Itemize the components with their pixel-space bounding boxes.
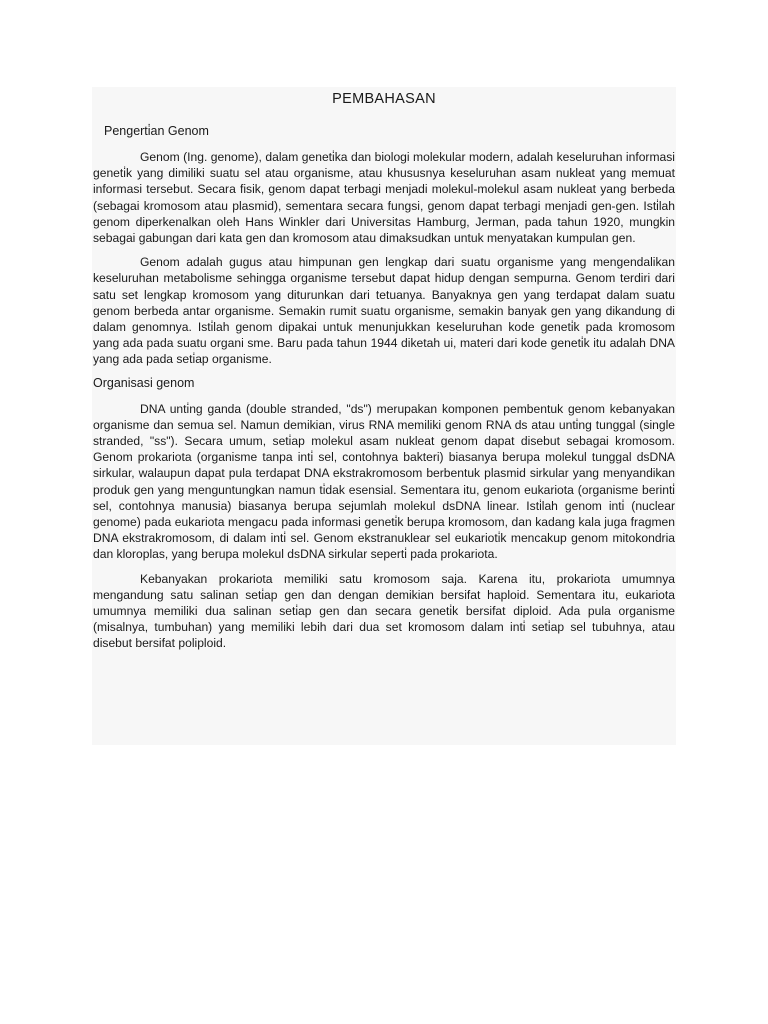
document-page bbox=[92, 87, 676, 745]
paragraph: Genom (Ing. genome), dalam geneti̇ka dan biologi molekular modern, adalah keseluruhan informasi geneti̇k yang dimiliki suatu sel atau organisme, atau khususnya keseluruhan asam nukleat yang memuat informasi tersebut. Secara fisik, genom dapat terbagi menjadi molekul-molekul asam nukleat yang berbeda (sebagai kromosom atau plasmid), sementara secara fungsi, genom dapat terbagi menjadi gen-gen. Isti̇lah genom diperkenalkan oleh Hans Winkler dari Universitas Hamburg, Jerman, pada tahun 1920, mungkin sebagai gabungan dari kata gen dan kromosom atau dimaksudkan untuk menyatakan kumpulan gen. bbox=[93, 150, 675, 246]
paragraph: Genom adalah gugus atau himpunan gen lengkap dari suatu organisme yang mengendalikan keseluruhan metabolisme sehingga organisme tersebut dapat hidup dengan sempurna. Genom terdiri dari satu set lengkap kromosom yang diturunkan dari tetuanya. Banyaknya gen yang terdapat dalam suatu genom berbeda antar organisme. Semakin rumit suatu organisme, semakin banyak gen yang dikandung di dalam genomnya. Isti̇lah genom dipakai untuk menunjukkan keseluruhan kode geneti̇k pada kromosom yang ada pada suatu organi sme. Baru pada tahun 1944 diketah ui, materi dari kode geneti̇k itu adalah DNA yang ada pada seti̇ap organisme. bbox=[93, 255, 675, 367]
paragraph: DNA unti̇ng ganda (double stranded, "ds") merupakan komponen pembentuk genom kebanyakan organisme dan semua sel. Namun demikian, virus RNA memiliki genom RNA ds atau unti̇ng tunggal (single stranded, "ss"). Secara umum, seti̇ap molekul asam nukleat genom dapat disebut sebagai kromosom. Genom prokariota (organisme tanpa inti̇ sel, contohnya bakteri) biasanya berupa molekul tunggal dsDNA sirkular, walaupun dapat pula terdapat DNA ekstrakromosom berbentuk plasmid sirkular yang menyandikan produk gen yang menguntungkan namun ti̇dak esensial. Sementara itu, genom eukariota (organisme berinti̇ sel, contohnya manusia) biasanya berupa sejumlah molekul dsDNA linear. Isti̇lah genom inti̇ (nuclear genome) pada eukariota mengacu pada informasi geneti̇k berupa kromosom, dan kadang kala juga fragmen DNA ekstrakromosom, di dalam inti̇ sel. Genom ekstranuklear sel eukarioti̇k mencakup genom mitokondria dan kloroplas, yang berupa molekul dsDNA sirkular seperti̇ pada prokariota. bbox=[93, 401, 675, 562]
document-title: PEMBAHASAN bbox=[332, 91, 436, 107]
paragraph: Kebanyakan prokariota memiliki satu kromosom saja. Karena itu, prokariota umumnya mengandung satu salinan seti̇ap gen dan dengan demikian bersifat haploid. Sementara itu, eukariota umumnya memiliki dua salinan seti̇ap gen dan secara geneti̇k bersifat diploid. Ada pula organisme (misalnya, tumbuhan) yang memiliki lebih dari dua set kromosom dalam inti̇ seti̇ap sel tubuhnya, atau disebut bersifat poliploid. bbox=[93, 571, 675, 651]
section-heading-organisasi-genom: Organisasi genom bbox=[93, 375, 195, 390]
section-heading-pengertian-genom: Pengerti̇an Genom bbox=[104, 124, 209, 138]
